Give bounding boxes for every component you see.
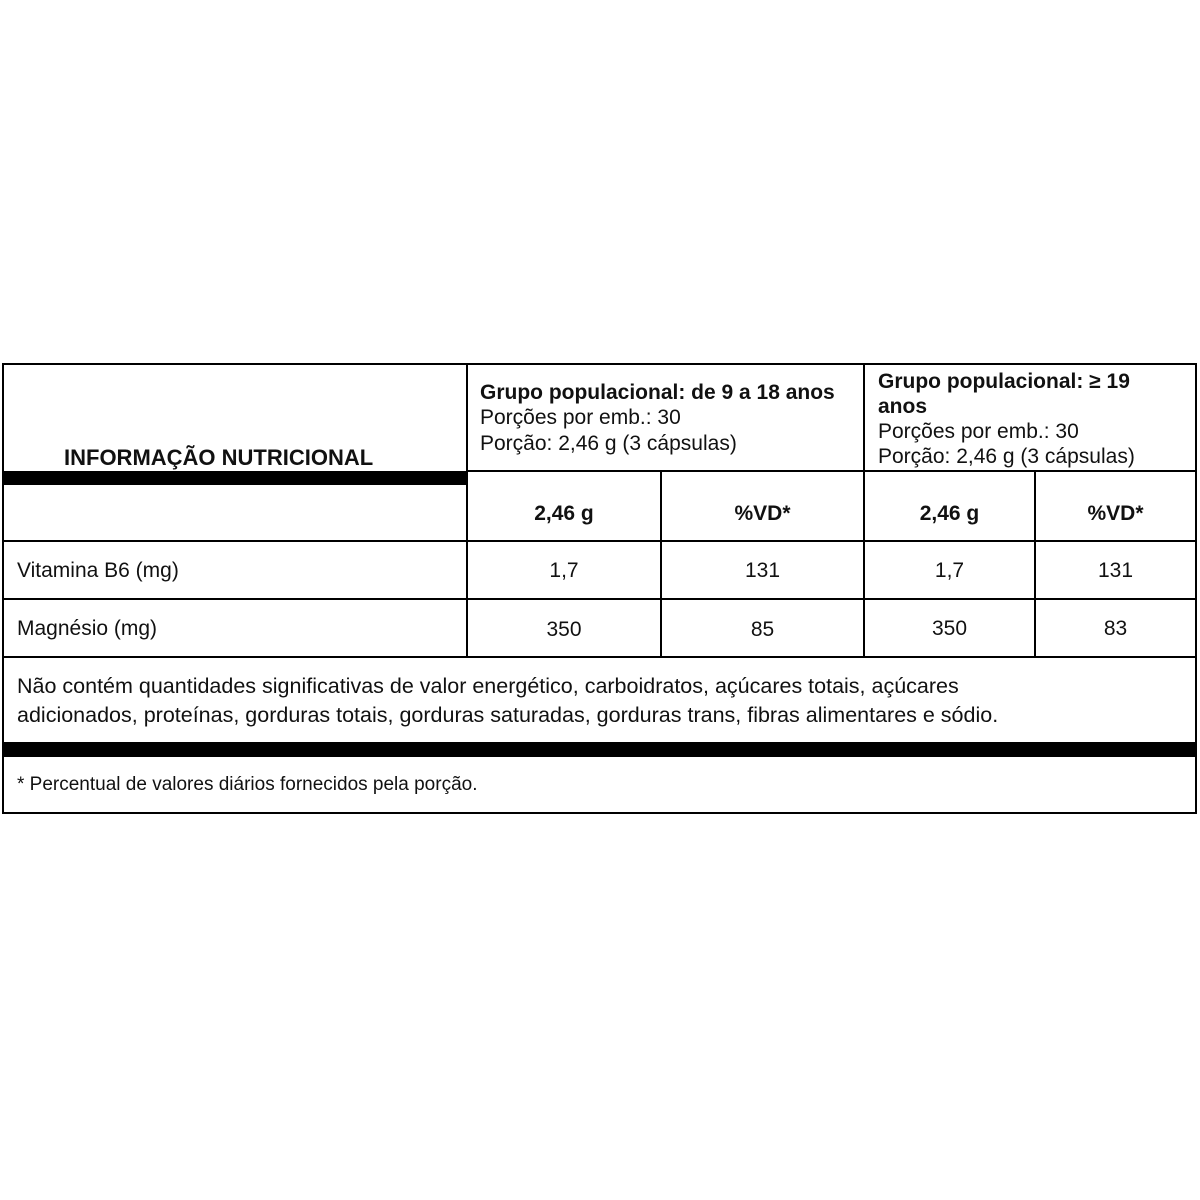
- group-1-servings: Porções por emb.: 30: [480, 406, 681, 429]
- divider-under-groups: [466, 470, 1197, 472]
- nutrition-label: [2, 363, 1197, 814]
- group-1-dv-header: %VD*: [734, 502, 791, 525]
- label-title: INFORMAÇÃO NUTRICIONAL: [64, 445, 374, 470]
- group-1-name: Grupo populacional: de 9 a 18 anos: [480, 381, 835, 404]
- border-bottom: [2, 812, 1197, 814]
- group-1-dv-value: 131: [744, 559, 781, 582]
- title-thick-bar: [2, 471, 468, 485]
- group-1-dv-value: 85: [750, 618, 775, 641]
- group-2-dv-header: %VD*: [1087, 502, 1144, 525]
- group-2-amount-value: 350: [931, 617, 968, 640]
- note-text: Não contém quantidades significativas de valor energético, carboidratos, açúcares totais, açúcares: [17, 674, 959, 698]
- divider-row-2: [2, 598, 1197, 600]
- group-2-amount-header: 2,46 g: [919, 502, 980, 525]
- group-2-amount-value: 1,7: [934, 559, 965, 582]
- footnote-text: * Percentual de valores diários fornecidos pela porção.: [17, 774, 478, 795]
- nutrient-name: Magnésio (mg): [17, 617, 158, 640]
- group-2-name: Grupo populacional: ≥ 19: [878, 370, 1130, 393]
- note-text-continued: adicionados, proteínas, gorduras totais, gorduras saturadas, gorduras trans, fibras alimentares e sódio.: [17, 703, 999, 727]
- divider-row-3: [2, 656, 1197, 658]
- group-2-portion: Porção: 2,46 g (3 cápsulas): [878, 445, 1135, 468]
- divider-row-1: [2, 540, 1197, 542]
- footnote-thick-bar: [2, 742, 1197, 757]
- border-top: [2, 363, 1197, 365]
- nutrient-name: Vitamina B6 (mg): [17, 559, 179, 582]
- group-1-amount-value: 350: [546, 618, 582, 641]
- group-2-servings: Porções por emb.: 30: [878, 420, 1079, 443]
- group-2-name-continued: anos: [878, 395, 928, 418]
- group-1-amount-header: 2,46 g: [534, 502, 594, 525]
- group-2-dv-value: 83: [1103, 617, 1128, 640]
- group-2-dv-value: 131: [1097, 559, 1134, 582]
- group-1-amount-value: 1,7: [549, 559, 579, 582]
- group-1-portion: Porção: 2,46 g (3 cápsulas): [480, 432, 737, 455]
